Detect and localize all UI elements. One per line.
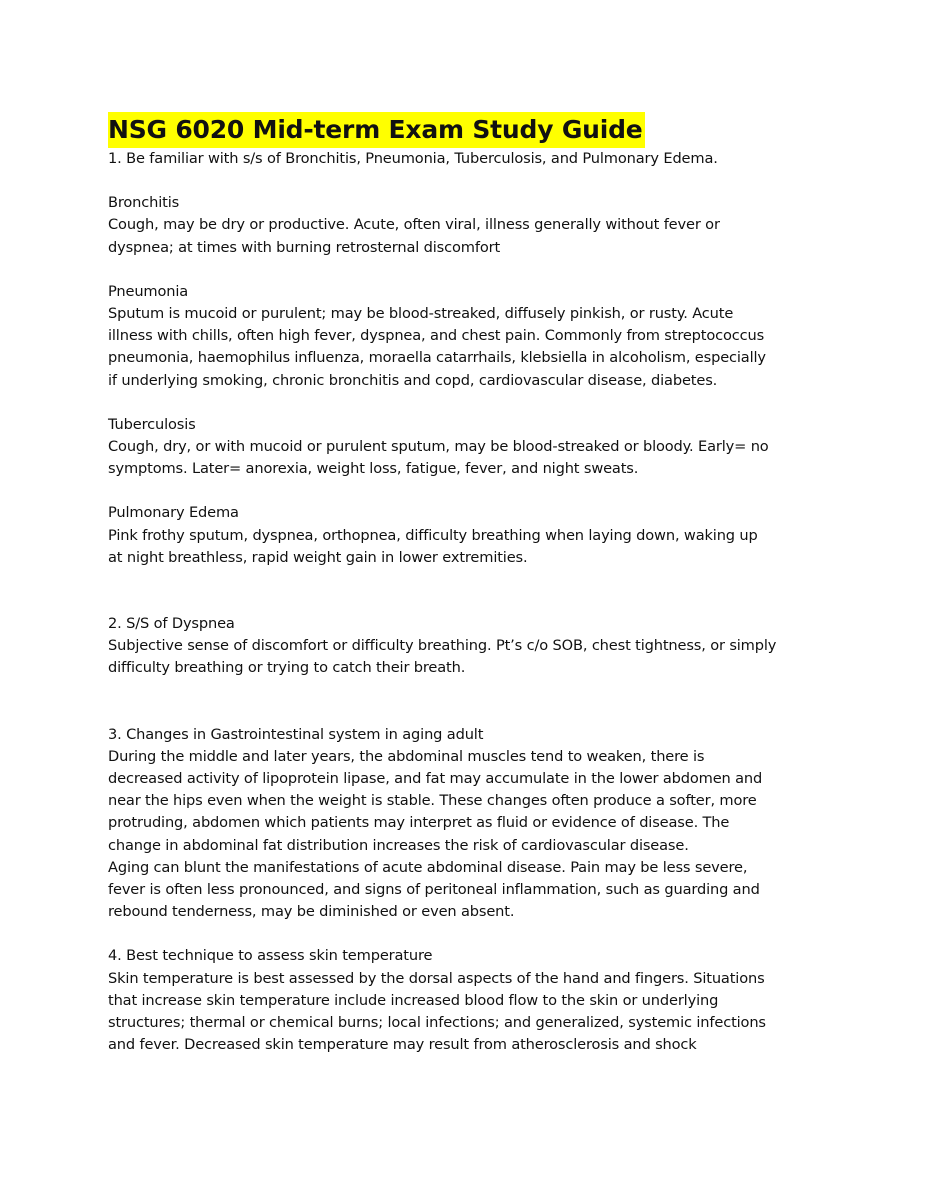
spacer — [108, 480, 820, 502]
section-heading: Pneumonia — [108, 282, 189, 300]
question-line: rebound tenderness, may be diminished or even absent. — [108, 903, 515, 921]
question-line: Skin temperature is best assessed by the dorsal aspects of the hand and fingers. Situations — [108, 969, 765, 987]
question-line: difficulty breathing or trying to catch their breath. — [108, 659, 466, 677]
question-1 — [108, 148, 820, 170]
section-line: at night breathless, rapid weight gain in lower extremities. — [108, 548, 528, 566]
spacer — [108, 923, 820, 945]
question-1-text: 1. Be familiar with s/s of Bronchitis, Pneumonia, Tuberculosis, and Pulmonary Edema. — [108, 150, 718, 167]
document-body — [108, 112, 820, 1057]
section-line: if underlying smoking, chronic bronchitis and copd, cardiovascular disease, diabetes. — [108, 371, 718, 389]
section-line: symptoms. Later= anorexia, weight loss, fatigue, fever, and night sweats. — [108, 460, 639, 478]
spacer — [108, 259, 820, 281]
question-line: fever is often less pronounced, and signs of peritoneal inflammation, such as guarding and — [108, 881, 760, 899]
section-heading: Tuberculosis — [108, 415, 196, 433]
question-line: structures; thermal or chemical burns; local infections; and generalized, systemic infections — [108, 1014, 766, 1032]
spacer — [108, 392, 820, 414]
section-line: dyspnea; at times with burning retrosternal discomfort — [108, 238, 501, 256]
question-line: that increase skin temperature include increased blood flow to the skin or underlying — [108, 991, 719, 1009]
section-line: Cough, dry, or with mucoid or purulent sputum, may be blood-streaked or bloody. Early= no — [108, 438, 769, 456]
question-line: Subjective sense of discomfort or difficulty breathing. Pt’s c/o SOB, chest tightness, or simply — [108, 637, 777, 655]
question-heading: 2. S/S of Dyspnea — [108, 615, 235, 633]
section-line: Pink frothy sputum, dyspnea, orthopnea, difficulty breathing when laying down, waking up — [108, 526, 758, 544]
section-pneumonia — [108, 281, 820, 392]
spacer — [108, 569, 820, 613]
spacer — [108, 170, 820, 192]
question-line: and fever. Decreased skin temperature may result from atherosclerosis and shock — [108, 1036, 697, 1054]
spacer — [108, 680, 820, 724]
question-line: protruding, abdomen which patients may interpret as fluid or evidence of disease. The — [108, 814, 730, 832]
section-pulmonary-edema — [108, 502, 820, 569]
question-line: During the middle and later years, the abdominal muscles tend to weaken, there is — [108, 747, 705, 765]
section-line: pneumonia, haemophilus influenza, moraella catarrhails, klebsiella in alcoholism, especially — [108, 349, 766, 367]
section-heading: Pulmonary Edema — [108, 504, 239, 522]
section-line: Cough, may be dry or productive. Acute, often viral, illness generally without fever or — [108, 216, 720, 234]
question-3 — [108, 724, 820, 924]
section-line: Sputum is mucoid or purulent; may be blood-streaked, diffusely pinkish, or rusty. Acute — [108, 305, 734, 323]
section-bronchitis — [108, 192, 820, 259]
document-title: NSG 6020 Mid-term Exam Study Guide — [108, 112, 645, 148]
question-2 — [108, 613, 820, 680]
question-line: near the hips even when the weight is stable. These changes often produce a softer, more — [108, 792, 757, 810]
question-heading: 4. Best technique to assess skin temperature — [108, 947, 433, 965]
section-line: illness with chills, often high fever, dyspnea, and chest pain. Commonly from streptococcus — [108, 327, 765, 345]
question-line: Aging can blunt the manifestations of acute abdominal disease. Pain may be less severe, — [108, 858, 748, 876]
question-line: change in abdominal fat distribution increases the risk of cardiovascular disease. — [108, 836, 689, 854]
section-tuberculosis — [108, 414, 820, 481]
title-wrapper — [108, 112, 820, 148]
question-line: decreased activity of lipoprotein lipase, and fat may accumulate in the lower abdomen and — [108, 770, 763, 788]
section-heading: Bronchitis — [108, 194, 180, 212]
question-4 — [108, 945, 820, 1056]
question-heading: 3. Changes in Gastrointestinal system in aging adult — [108, 725, 484, 743]
